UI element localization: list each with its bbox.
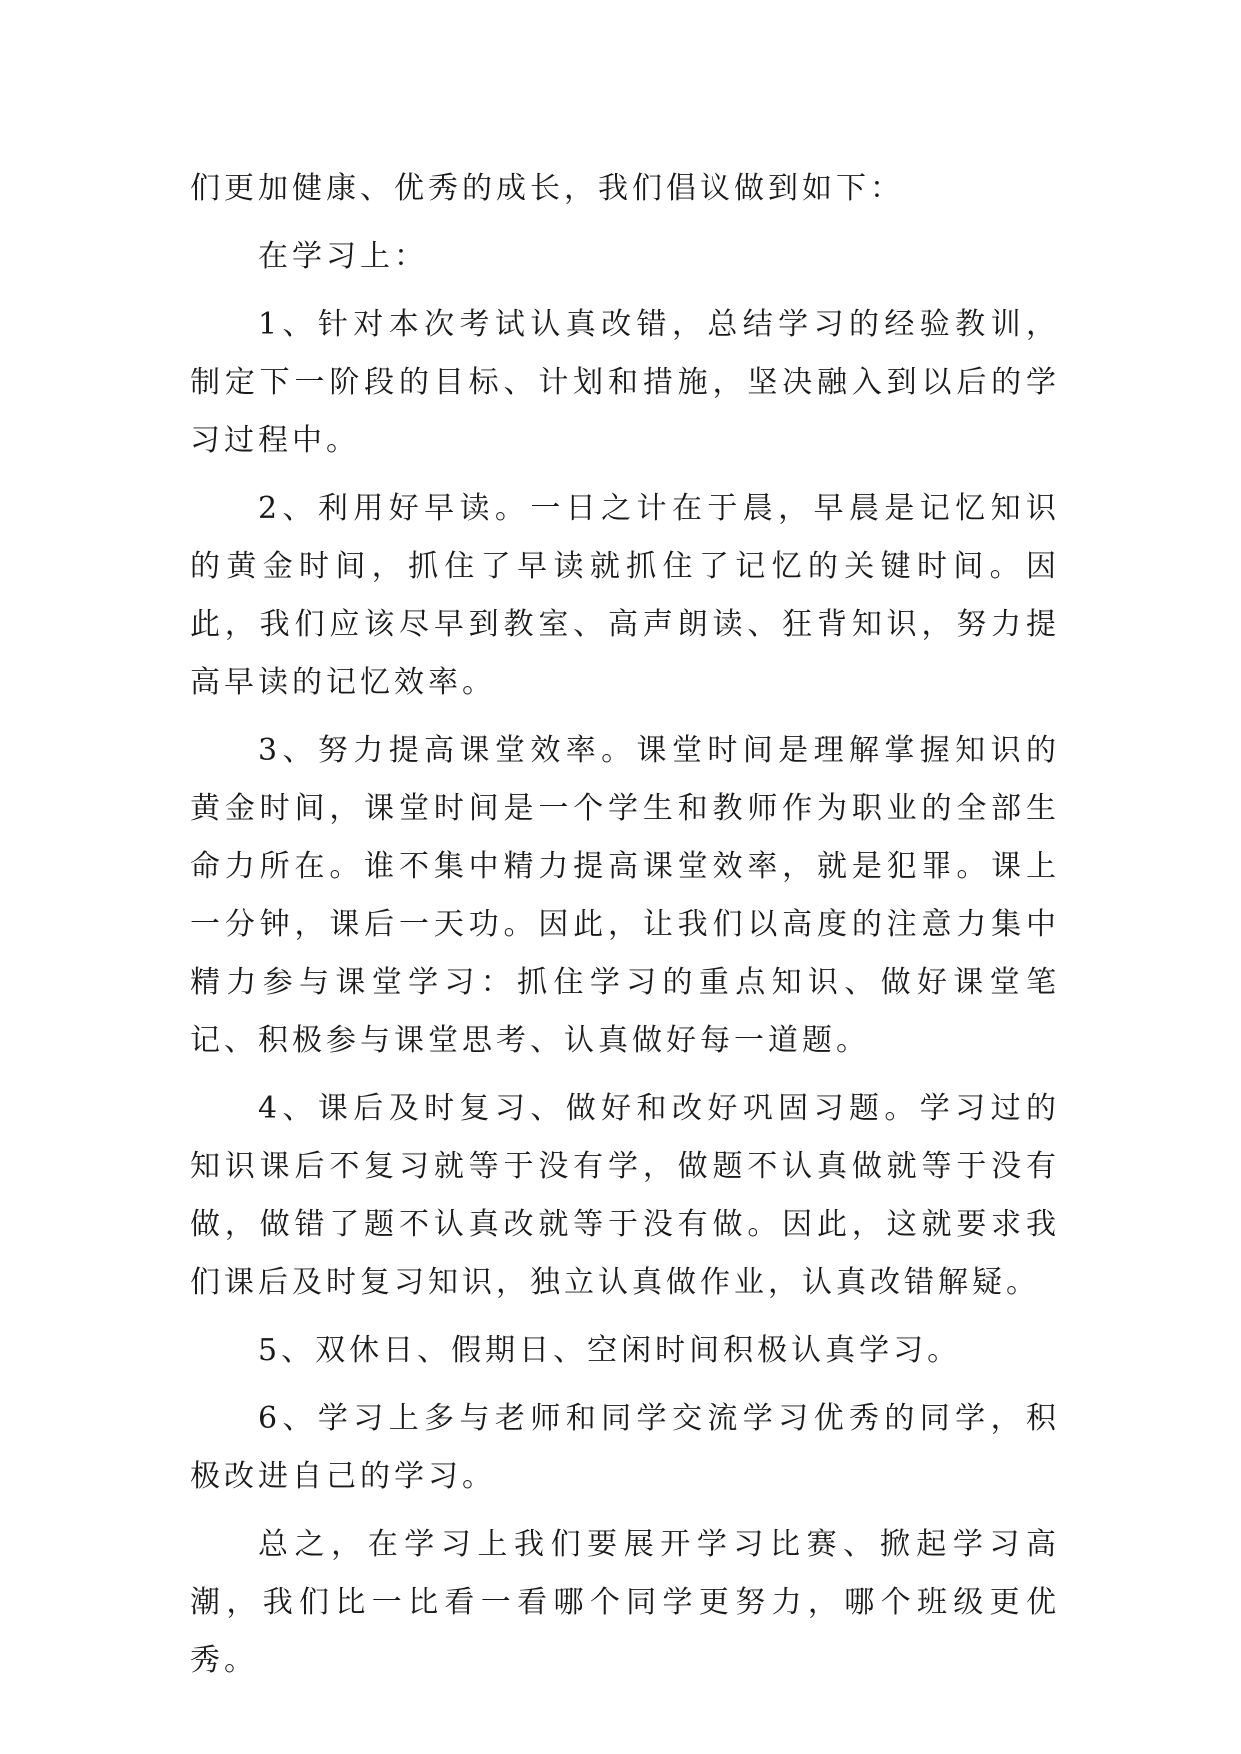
- document-body: [190, 160, 1060, 1700]
- paragraph-summary: 总之，在学习上我们要展开学习比赛、掀起学习高潮，我们比一比看一看哪个同学更努力，哪个班级更优秀。: [190, 1527, 1060, 1678]
- paragraph-item-6: 6、学习上多与老师和同学交流学习优秀的同学，积极改进自己的学习。: [190, 1401, 1060, 1494]
- paragraph-item-1: 1、针对本次考试认真改错，总结学习的经验教训，制定下一阶段的目标、计划和措施，坚决融入到以后的学习过程中。: [190, 307, 1060, 458]
- paragraph-item-3: 3、努力提高课堂效率。课堂时间是理解掌握知识的黄金时间，课堂时间是一个学生和教师作为职业的全部生命力所在。谁不集中精力提高课堂效率，就是犯罪。课上一分钟，课后一天功。因此，让我们以高度的注意力集中精力参与课堂学习：抓住学习的重点知识、做好课堂笔记、积极参与课堂思考、认真做好每一道题。: [190, 733, 1060, 1058]
- paragraph-item-5: 5、双休日、假期日、空闲时间积极认真学习。: [258, 1333, 962, 1368]
- paragraph-study-heading: 在学习上：: [258, 239, 428, 274]
- paragraph-item-2: 2、利用好早读。一日之计在于晨，早晨是记忆知识的黄金时间，抓住了早读就抓住了记忆的关键时间。因此，我们应该尽早到教室、高声朗读、狂背知识，努力提高早读的记忆效率。: [190, 491, 1060, 700]
- paragraph-item-4: 4、课后及时复习、做好和改好巩固习题。学习过的知识课后不复习就等于没有学，做题不认真做就等于没有做，做错了题不认真改就等于没有做。因此，这就要求我们课后及时复习知识，独立认真做作业，认真改错解疑。: [190, 1091, 1060, 1300]
- paragraph-intro-continuation: 们更加健康、优秀的成长，我们倡议做到如下：: [190, 171, 904, 206]
